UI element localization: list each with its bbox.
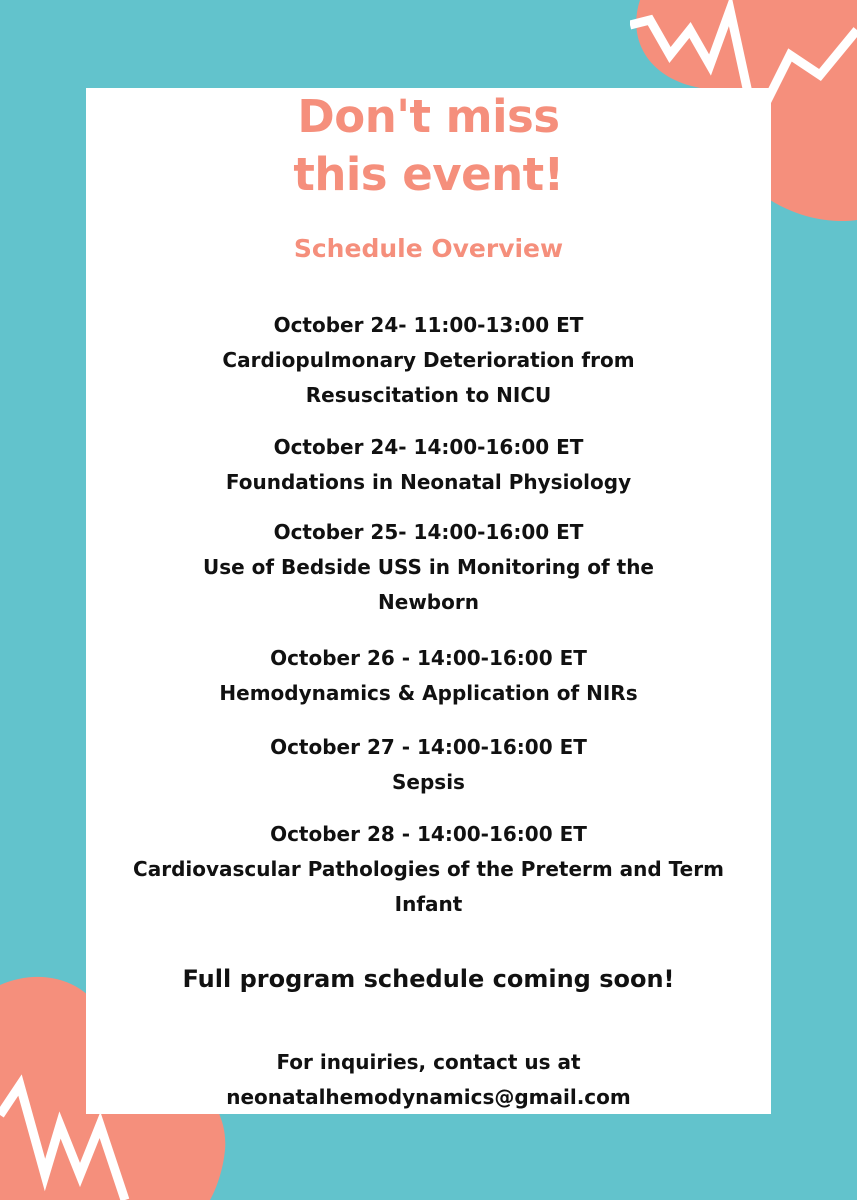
session-title: Hemodynamics & Application of NIRs (219, 681, 638, 705)
headline-line-1: Don't miss (297, 90, 560, 143)
session-item (86, 515, 771, 620)
contact-block (86, 1045, 771, 1115)
session-item (86, 817, 771, 922)
session-title: Cardiovascular Pathologies of the Preterm and Term Infant (133, 857, 724, 916)
session-item (86, 308, 771, 413)
session-title: Sepsis (392, 770, 465, 794)
session-date-time: October 25- 14:00-16:00 ET (273, 520, 584, 544)
session-title: Cardiopulmonary Deterioration from Resuscitation to NICU (222, 348, 635, 407)
session-title: Foundations in Neonatal Physiology (225, 470, 632, 494)
session-date-time: October 24- 14:00-16:00 ET (273, 435, 584, 459)
schedule-card (86, 88, 771, 1114)
session-date-time: October 24- 11:00-13:00 ET (273, 313, 584, 337)
session-date-time: October 28 - 14:00-16:00 ET (270, 822, 587, 846)
headline-line-2: this event! (293, 148, 564, 201)
session-date-time: October 26 - 14:00-16:00 ET (270, 646, 587, 670)
schedule-overview-title: Schedule Overview (293, 234, 564, 263)
contact-email: neonatalhemodynamics@gmail.com (226, 1085, 631, 1109)
session-item (86, 641, 771, 711)
session-item (86, 430, 771, 500)
session-date-time: October 27 - 14:00-16:00 ET (270, 735, 587, 759)
session-item (86, 730, 771, 800)
session-title: Use of Bedside USS in Monitoring of the Newborn (202, 555, 654, 614)
contact-label: For inquiries, contact us at (276, 1050, 581, 1074)
program-announcement: Full program schedule coming soon! (182, 965, 675, 993)
